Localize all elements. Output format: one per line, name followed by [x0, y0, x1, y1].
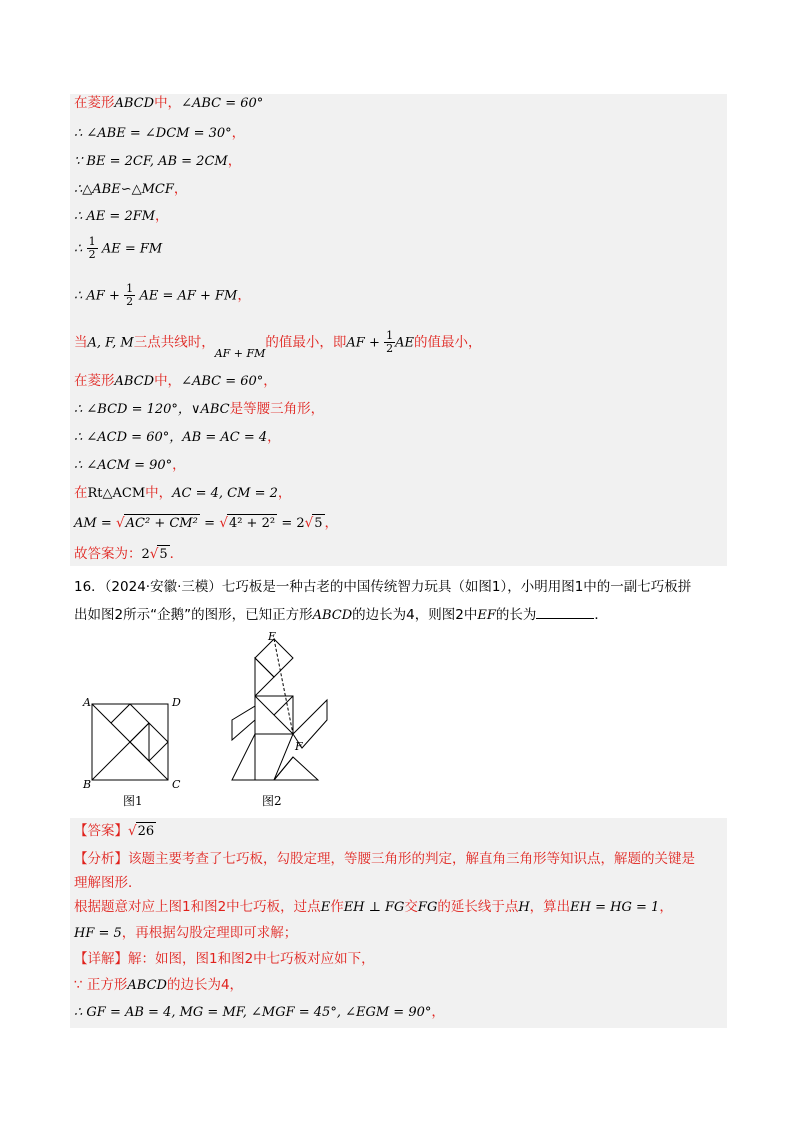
- detail-line-3: ∴ GF = AB = 4, MG = MF, ∠MGF = 45°, ∠EGM = 90°，: [74, 1004, 445, 1020]
- sol-line-2: ∴ ∠ABE = ∠DCM = 30°，: [74, 125, 246, 141]
- fig1-label-d: D: [172, 696, 181, 709]
- fraction-half: $\frac{1}{2}$: [126, 282, 134, 308]
- ef-dashed: [274, 639, 293, 734]
- analysis-line-3: 根据题意对应上图1和图2中七巧板，过点E作EH ⊥ FG交FG的延长线于点H，算出EH = HG = 1，: [74, 899, 673, 915]
- sol-line-8: 当A, F, M三点共线时，$_{AF + FM}$的值最小，即AF + $\frac{1}{2}$ AE的值最小，: [74, 329, 482, 360]
- answer-line: 【答案】√26: [74, 823, 155, 839]
- sol-line-1: 在菱形ABCD中，∠ABC = 60°: [74, 95, 264, 111]
- sol-line-9: 在菱形ABCD中，∠ABC = 60°，: [74, 373, 277, 389]
- fig2-label-f: F: [295, 740, 303, 753]
- fig2-label-e: E: [268, 630, 277, 643]
- detail-line-1: 【详解】解：如图，图1和图2中七巧板对应如下，: [74, 951, 375, 967]
- fig1-label-b: B: [83, 778, 92, 791]
- figure-2-penguin: [222, 630, 342, 790]
- fig2-caption: 图2: [262, 794, 282, 808]
- head-square: [255, 639, 293, 677]
- question-line-1: 16．（2024·安徽·三模）七巧板是一种古老的中国传统智力玩具（如图1），小明用图1中的一副七巧板拼: [74, 579, 692, 595]
- neck-triangle: [255, 658, 274, 696]
- analysis-line-1: 【分析】该题主要考查了七巧板，勾股定理，等腰三角形的判定，解直角三角形等知识点，解题的关键是: [74, 851, 695, 867]
- sol-line-5: ∴ AE = 2FM，: [74, 208, 169, 224]
- analysis-line-2: 理解图形．: [74, 875, 142, 891]
- analysis-line-4: HF = 5，再根据勾股定理即可求解；: [74, 925, 298, 941]
- fig1-label-a: A: [83, 696, 91, 709]
- sol-line-13: 在Rt△ACM中，AC = 4, CM = 2，: [74, 485, 292, 501]
- question-line-2: 出如图2所示“企鹅”的图形，已知正方形ABCD的边长为4，则图2中EF的长为 ．: [74, 607, 608, 623]
- fig1-label-c: C: [172, 778, 181, 791]
- fraction-half: $\frac{1}{2}$: [88, 235, 96, 261]
- sol-line-7: ∴ AF + $\frac{1}{2}$ AE = AF + FM，: [74, 282, 251, 308]
- sol-line-4: ∴△ABE∽△MCF，: [74, 181, 188, 197]
- answer-blank: [536, 606, 594, 619]
- fig1-caption: 图1: [123, 794, 143, 808]
- sol-line-10: ∴ ∠BCD = 120°，∨ABC是等腰三角形，: [74, 401, 325, 417]
- sol-line-6: ∴ $\frac{1}{2}$ AE = FM: [74, 235, 163, 261]
- sol-line-3: ∵ BE = 2CF, AB = 2CM，: [74, 153, 242, 169]
- detail-line-2: ∵ 正方形ABCD的边长为4，: [74, 977, 244, 993]
- fraction-half: $\frac{1}{2}$: [386, 329, 394, 355]
- sol-line-15: 故答案为：2√5 ．: [74, 546, 184, 562]
- sol-line-11: ∴ ∠ACD = 60°，AB = AC = 4，: [74, 429, 281, 445]
- sol-line-12: ∴ ∠ACM = 90°，: [74, 457, 186, 473]
- left-wing: [232, 706, 255, 740]
- sol-line-14: AM = √AC² + CM² = √4² + 2² = 2√5 ，: [74, 515, 339, 531]
